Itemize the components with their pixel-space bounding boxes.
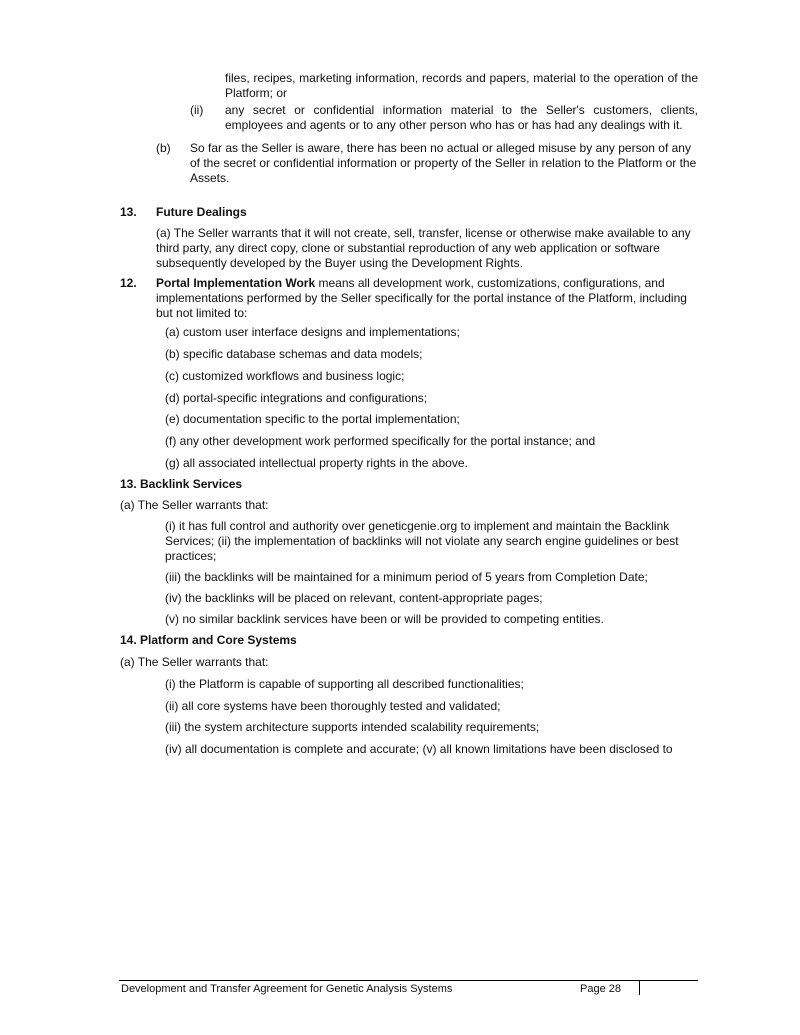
section-backlink-heading: 13. Backlink Services <box>120 477 243 491</box>
portal-item: (g) all associated intellectual property rights in the above. <box>165 456 468 470</box>
portal-item: (c) customized workflows and business logic; <box>165 369 405 383</box>
platform-item: (iii) the system architecture supports intended scalability requirements; <box>165 720 540 734</box>
footer-page-number: Page 28 <box>580 983 621 995</box>
clause-b-text: So far as the Seller is aware, there has been no actual or alleged misuse by any person of any of the secret or confidential information or property of the Seller in relation to the Platform or the Assets. <box>190 141 697 185</box>
backlink-item: (iv) the backlinks will be placed on relevant, content-appropriate pages; <box>165 591 543 605</box>
section-future-dealings-title: Future Dealings <box>156 205 247 219</box>
platform-item: (i) the Platform is capable of supporting all described functionalities; <box>165 677 524 691</box>
backlink-item: (iii) the backlinks will be maintained for a minimum period of 5 years from Completion Date; <box>165 570 648 584</box>
section-portal-number: 12. <box>120 276 137 290</box>
platform-item: (ii) all core systems have been thoroughly tested and validated; <box>165 699 501 713</box>
section-future-dealings-number: 13. <box>120 205 137 219</box>
backlink-item: (v) no similar backlink services have been or will be provided to competing entities. <box>165 612 604 626</box>
future-dealings-clause-a: (a) The Seller warrants that it will not create, sell, transfer, license or otherwise make available to any third party, any direct copy, clone or substantial reproduction of any web application or software subsequently developed by the Buyer using the Development Rights. <box>156 226 691 270</box>
portal-item: (d) portal-specific integrations and configurations; <box>165 391 428 405</box>
section-platform-heading: 14. Platform and Core Systems <box>120 633 297 647</box>
portal-item: (b) specific database schemas and data models; <box>165 347 423 361</box>
portal-term: Portal Implementation Work <box>156 276 316 290</box>
clause-i-continuation: files, recipes, marketing information, records and papers, material to the operation of the Platform; or <box>225 71 698 100</box>
footer-document-title: Development and Transfer Agreement for Genetic Analysis Systems <box>121 983 453 995</box>
platform-item: (iv) all documentation is complete and accurate; (v) all known limitations have been disclosed to <box>165 742 673 756</box>
backlink-item: (i) it has full control and authority over geneticgenie.org to implement and maintain the Backlink Services; (ii) the implementation of backlinks will not violate any search engine guidelines or best practices; <box>165 519 679 563</box>
portal-definition <box>156 276 696 321</box>
clause-ii-label: (ii) <box>190 103 204 117</box>
portal-item: (a) custom user interface designs and implementations; <box>165 325 460 339</box>
portal-item: (e) documentation specific to the portal implementation; <box>165 412 460 426</box>
footer-rule <box>119 980 698 981</box>
portal-item: (f) any other development work performed specifically for the portal instance; and <box>165 434 596 448</box>
portal-intro: means all development work, customizations, configurations, and implementations performed by the Seller specifically for the portal instance of the Platform, including but not limited to: <box>156 276 687 320</box>
clause-ii-text: any secret or confidential information material to the Seller's customers, clients, employees and agents or to any other person who has or has had any dealings with it. <box>225 103 698 132</box>
platform-clause-a-intro: (a) The Seller warrants that: <box>120 655 269 669</box>
backlink-clause-a-intro: (a) The Seller warrants that: <box>120 498 269 512</box>
footer-divider <box>639 981 640 995</box>
clause-b-label: (b) <box>156 141 171 155</box>
